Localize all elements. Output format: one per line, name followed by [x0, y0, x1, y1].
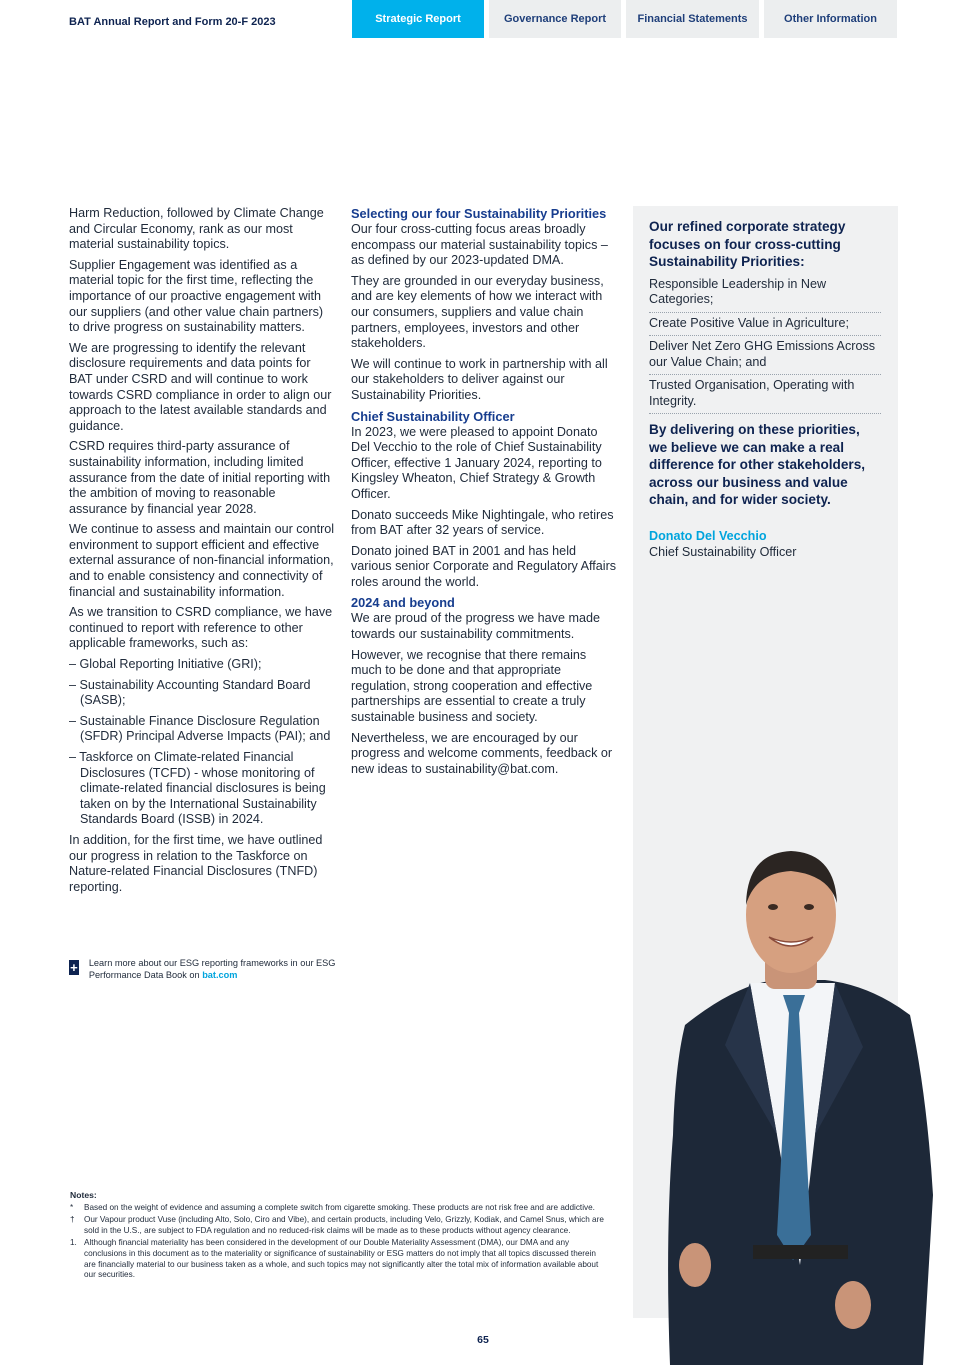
priority-item: Deliver Net Zero GHG Emissions Across our Value Chain; and	[649, 336, 881, 375]
priorities-panel-content	[649, 218, 881, 560]
page-number: 65	[477, 1334, 489, 1346]
paragraph: In addition, for the first time, we have outlined our progress in relation to the Taskforce on Nature-related Financial Disclosures (TNFD) reporting.	[69, 832, 323, 894]
paragraph: Supplier Engagement was identified as a material topic for the first time, reflecting the importance of our proactive engagement with our suppliers (and other value chain partners) to drive progress on sustainability matters.	[69, 257, 324, 335]
priority-item: Trusted Organisation, Operating with Integrity.	[649, 375, 881, 414]
panel-quote: By delivering on these priorities, we believe we can make a real difference for other stakeholders, across our business and value chain, and for wider society.	[649, 422, 866, 507]
plus-icon: +	[70, 960, 78, 975]
footnote	[70, 1203, 610, 1214]
paragraph: We continue to assess and maintain our control environment to support efficient and effective external assurance of non-financial information, and to enable consistency and connectivity of financial and sustainability information.	[69, 522, 335, 599]
section-heading: 2024 and beyond	[351, 595, 455, 611]
list-item: – Global Reporting Initiative (GRI);	[69, 657, 335, 673]
paragraph: CSRD requires third-party assurance of sustainability information, including limited assurance from the date of initial reporting with the ambition of moving to reasonable assurance by financial year 2028.	[69, 439, 331, 516]
section-heading: Selecting our four Sustainability Priorities	[351, 206, 607, 221]
notes-title: Notes:	[70, 1190, 97, 1200]
footnote-mark: †	[70, 1215, 75, 1225]
learn-more-label: Learn more about our ESG reporting frameworks in our ESG Performance Data Book on	[88, 958, 336, 980]
footnote-text: Our Vapour product Vuse (including Alto, Solo, Ciro and Vibe), and certain products, including Velo, Grizzly, Kodiak, and Camel Snus, which are sold in the U.S., are subject to FDA regulation and no reduced-risk claims will be made as to these products without agency clearance.	[84, 1215, 604, 1235]
paragraph: As we transition to CSRD compliance, we have continued to report with reference to other applicable frameworks, such as:	[69, 605, 333, 651]
learn-more-text	[89, 958, 349, 981]
paragraph: Donato succeeds Mike Nightingale, who retires from BAT after 32 years of service.	[351, 507, 614, 538]
section-heading: Chief Sustainability Officer	[351, 408, 515, 424]
footnotes	[70, 1190, 610, 1283]
priority-item: Create Positive Value in Agriculture;	[649, 313, 881, 337]
paragraph: In 2023, we were pleased to appoint Donato Del Vecchio to the role of Chief Sustainability Officer, effective 1 January 2024, reporting to Kingsley Wheaton, Chief Strategy & Growth Officer.	[351, 424, 602, 501]
priority-item: Responsible Leadership in New Categories;	[649, 277, 881, 313]
footnote	[70, 1215, 610, 1236]
paragraph: We are proud of the progress we have made towards our sustainability commitments.	[351, 611, 600, 642]
column-left	[69, 206, 335, 900]
learn-more-callout	[69, 958, 349, 981]
paragraph: Our four cross-cutting focus areas broadly encompass our material sustainability topics – as defined by our 2023-updated DMA.	[351, 222, 608, 268]
footnote-mark: 1.	[70, 1238, 77, 1248]
portrait-photo	[665, 835, 935, 1365]
column-middle	[351, 206, 619, 782]
signatory-role: Chief Sustainability Officer	[649, 544, 797, 559]
paragraph: We will continue to work in partnership with all our stakeholders to deliver against our Sustainability Priorities.	[351, 356, 608, 402]
priorities-list	[649, 277, 881, 415]
tab-financial-statements[interactable]: Financial Statements	[626, 0, 759, 38]
tab-strategic-report[interactable]: Strategic Report	[352, 0, 484, 38]
footnote-text: Although financial materiality has been considered in the development of our Double Materiality Assessment (DMA), our DMA and any conclusions in this document as to the materiality or significance of sustainability or ESG matters do not imply that all topics discussed therein are financially material to our business taken as a whole, and such topics may not significantly alter the total mix of information available about our securities.	[84, 1238, 599, 1280]
paragraph: Donato joined BAT in 2001 and has held various senior Corporate and Regulatory Affairs roles around the world.	[351, 543, 617, 589]
panel-heading: Our refined corporate strategy focuses on four cross-cutting Sustainability Priorities:	[649, 219, 846, 269]
footnote-text: Based on the weight of evidence and assuming a complete switch from cigarette smoking. These products are not risk free and are addictive.	[84, 1202, 595, 1212]
paragraph: We are progressing to identify the relevant disclosure requirements and data points for BAT under CSRD and will continue to work towards CSRD compliance in order to align our approach to the latest available standards and guidance.	[69, 340, 332, 433]
tab-other-information[interactable]: Other Information	[764, 0, 897, 38]
list-item: – Sustainability Accounting Standard Board (SASB);	[69, 678, 335, 709]
footnote	[70, 1238, 610, 1280]
bat-com-link[interactable]: bat.com	[202, 969, 238, 980]
report-title: BAT Annual Report and Form 20-F 2023	[69, 16, 276, 28]
paragraph: They are grounded in our everyday business, and are key elements of how we interact with our consumers, suppliers and value chain partners, employees, investors and other stakeholders.	[351, 273, 604, 351]
signatory-name: Donato Del Vecchio	[649, 528, 767, 543]
list-item: – Taskforce on Climate-related Financial Disclosures (TCFD) - whose monitoring of climate-related financial disclosures is being taken on by the International Sustainability Standards Board (ISSB) in 2024.	[69, 750, 335, 828]
footnote-mark: *	[70, 1202, 74, 1212]
frameworks-list	[69, 657, 335, 828]
paragraph: Harm Reduction, followed by Climate Change and Circular Economy, rank as our most material sustainability topics.	[69, 206, 324, 252]
list-item: – Sustainable Finance Disclosure Regulation (SFDR) Principal Adverse Impacts (PAI); and	[69, 714, 335, 745]
paragraph: Nevertheless, we are encouraged by our progress and welcome comments, feedback or new ideas to sustainability@bat.com.	[351, 730, 613, 776]
paragraph: However, we recognise that there remains much to be done and that appropriate regulation, strong cooperation and effective partnerships are essential to create a truly sustainable business and society.	[351, 647, 593, 725]
tab-governance-report[interactable]: Governance Report	[489, 0, 621, 38]
